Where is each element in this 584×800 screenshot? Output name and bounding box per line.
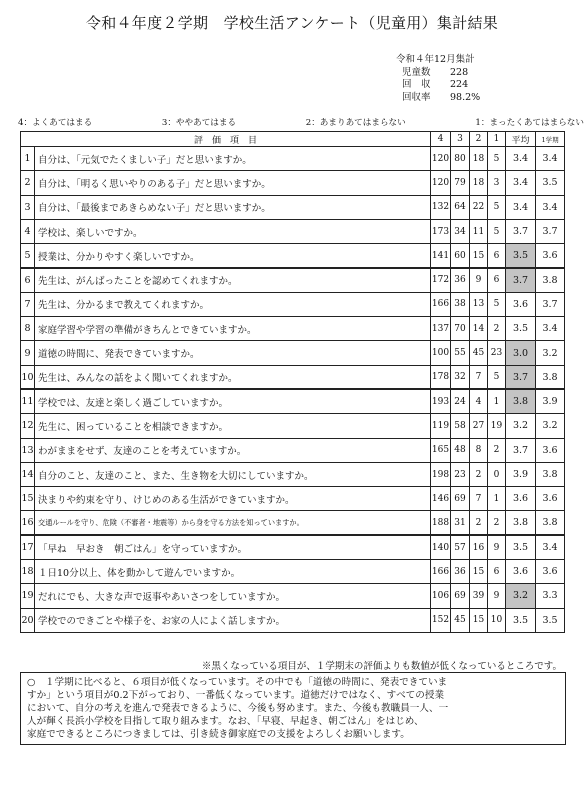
page-title: 令和４年度２学期 学校生活アンケート（児童用）集計結果 bbox=[85, 14, 499, 32]
row-item: 学校では、友達と楽しく過ごしていますか。 bbox=[35, 389, 431, 413]
count-2: 9 bbox=[470, 268, 488, 292]
row-term1: 3.8 bbox=[536, 268, 565, 292]
row-number: 12 bbox=[21, 414, 35, 438]
row-term1: 3.4 bbox=[536, 195, 565, 219]
count-2: 14 bbox=[470, 317, 488, 341]
row-term1: 3.3 bbox=[536, 584, 565, 608]
row-average: 3.6 bbox=[506, 292, 536, 316]
rate-label: 回収率 bbox=[402, 91, 431, 103]
count-3: 55 bbox=[451, 341, 470, 365]
count-2: 27 bbox=[470, 414, 488, 438]
count-1: 5 bbox=[488, 292, 506, 316]
count-2: 22 bbox=[470, 195, 488, 219]
row-item: 自分は、「元気でたくましい子」だと思いますか。 bbox=[35, 147, 431, 171]
row-item: 学校でのできごとや様子を、お家の人によく話しますか。 bbox=[35, 608, 431, 632]
row-item: 先生に、困っていることを相談できますか。 bbox=[35, 414, 431, 438]
count-4: 120 bbox=[431, 171, 451, 195]
row-item: 交通ルールを守り、危険（不審者・地震等）から身を守る方法を知っていますか。 bbox=[35, 511, 431, 535]
row-item: 道徳の時間に、発表できていますか。 bbox=[35, 341, 431, 365]
row-term1: 3.6 bbox=[536, 560, 565, 584]
count-1: 1 bbox=[488, 389, 506, 413]
count-1: 6 bbox=[488, 268, 506, 292]
results-table bbox=[20, 131, 565, 633]
legend-item-1: 1：まったくあてはまらない bbox=[475, 118, 584, 128]
count-1: 23 bbox=[488, 341, 506, 365]
rating-legend bbox=[18, 116, 584, 128]
count-3: 38 bbox=[451, 292, 470, 316]
count-1: 1 bbox=[488, 487, 506, 511]
count-1: 5 bbox=[488, 147, 506, 171]
row-number: 17 bbox=[21, 535, 35, 559]
count-4: 152 bbox=[431, 608, 451, 632]
count-3: 32 bbox=[451, 365, 470, 389]
row-number: 15 bbox=[21, 487, 35, 511]
count-1: 6 bbox=[488, 560, 506, 584]
table-row bbox=[21, 341, 565, 365]
row-number: 11 bbox=[21, 389, 35, 413]
row-average: 3.5 bbox=[506, 244, 536, 268]
row-term1: 3.7 bbox=[536, 292, 565, 316]
shading-note: ※黒くなっている項目が、１学期末の評価よりも数値が低くなっているところです。 bbox=[201, 661, 562, 672]
row-item: 授業は、分かりやすく楽しいですか。 bbox=[35, 244, 431, 268]
row-average: 3.4 bbox=[506, 171, 536, 195]
row-term1: 3.8 bbox=[536, 365, 565, 389]
count-2: 15 bbox=[470, 244, 488, 268]
row-average: 3.5 bbox=[506, 317, 536, 341]
row-item: 家庭学習や学習の準備がきちんとできていますか。 bbox=[35, 317, 431, 341]
count-4: 140 bbox=[431, 535, 451, 559]
table-header-row bbox=[21, 132, 565, 147]
count-2: 11 bbox=[470, 219, 488, 243]
row-term1: 3.4 bbox=[536, 147, 565, 171]
row-item: １日10分以上、体を動かして遊んでいますか。 bbox=[35, 560, 431, 584]
row-term1: 3.9 bbox=[536, 389, 565, 413]
count-3: 80 bbox=[451, 147, 470, 171]
row-term1: 3.7 bbox=[536, 219, 565, 243]
count-4: 100 bbox=[431, 341, 451, 365]
count-2: 2 bbox=[470, 511, 488, 535]
row-term1: 3.6 bbox=[536, 487, 565, 511]
header-item: 評 価 項 目 bbox=[21, 132, 431, 147]
row-number: 20 bbox=[21, 608, 35, 632]
count-2: 18 bbox=[470, 147, 488, 171]
count-2: 39 bbox=[470, 584, 488, 608]
header-4: 4 bbox=[431, 132, 451, 147]
count-2: 15 bbox=[470, 560, 488, 584]
count-1: 2 bbox=[488, 511, 506, 535]
count-4: 120 bbox=[431, 147, 451, 171]
count-2: 45 bbox=[470, 341, 488, 365]
row-number: 4 bbox=[21, 219, 35, 243]
table-row bbox=[21, 365, 565, 389]
table-row bbox=[21, 414, 565, 438]
count-1: 9 bbox=[488, 535, 506, 559]
count-1: 10 bbox=[488, 608, 506, 632]
row-term1: 3.6 bbox=[536, 244, 565, 268]
table-row bbox=[21, 462, 565, 486]
row-item: 「早ね 早おき 朝ごはん」を守っていますか。 bbox=[35, 535, 431, 559]
row-item: 先生は、分かるまで教えてくれますか。 bbox=[35, 292, 431, 316]
count-4: 165 bbox=[431, 438, 451, 462]
row-term1: 3.6 bbox=[536, 438, 565, 462]
table-row bbox=[21, 292, 565, 316]
count-1: 2 bbox=[488, 438, 506, 462]
count-4: 146 bbox=[431, 487, 451, 511]
row-average: 3.5 bbox=[506, 608, 536, 632]
header-1: 1 bbox=[488, 132, 506, 147]
row-item: 自分は、「明るく思いやりのある子」だと思いますか。 bbox=[35, 171, 431, 195]
count-3: 58 bbox=[451, 414, 470, 438]
table-row bbox=[21, 219, 565, 243]
row-average: 3.0 bbox=[506, 341, 536, 365]
count-4: 119 bbox=[431, 414, 451, 438]
row-number: 9 bbox=[21, 341, 35, 365]
table-row bbox=[21, 268, 565, 292]
table-row bbox=[21, 584, 565, 608]
legend-item-2: 2：あまりあてはまらない bbox=[305, 118, 406, 128]
row-term1: 3.4 bbox=[536, 317, 565, 341]
count-1: 9 bbox=[488, 584, 506, 608]
count-2: 7 bbox=[470, 487, 488, 511]
count-4: 137 bbox=[431, 317, 451, 341]
row-average: 3.8 bbox=[506, 511, 536, 535]
count-1: 2 bbox=[488, 317, 506, 341]
row-item: 自分は、「最後まであきらめない子」だと思いますか。 bbox=[35, 195, 431, 219]
row-average: 3.7 bbox=[506, 438, 536, 462]
count-3: 57 bbox=[451, 535, 470, 559]
comment-line: すか」という項目が0.2下がっており、一番低くなっています。道徳だけではなく、すべての授業 bbox=[27, 690, 445, 701]
legend-item-4: 4：よくあてはまる bbox=[18, 118, 93, 128]
row-term1: 3.2 bbox=[536, 414, 565, 438]
header-term1: 1学期 bbox=[536, 132, 565, 147]
header-average: 平均 bbox=[506, 132, 536, 147]
row-number: 14 bbox=[21, 462, 35, 486]
header-3: 3 bbox=[451, 132, 470, 147]
table-row bbox=[21, 438, 565, 462]
count-4: 172 bbox=[431, 268, 451, 292]
row-number: 6 bbox=[21, 268, 35, 292]
row-item: 先生は、がんばったことを認めてくれますか。 bbox=[35, 268, 431, 292]
count-3: 60 bbox=[451, 244, 470, 268]
row-term1: 3.4 bbox=[536, 535, 565, 559]
row-number: 3 bbox=[21, 195, 35, 219]
row-number: 8 bbox=[21, 317, 35, 341]
table-row bbox=[21, 535, 565, 559]
row-average: 3.5 bbox=[506, 535, 536, 559]
count-3: 45 bbox=[451, 608, 470, 632]
count-2: 2 bbox=[470, 462, 488, 486]
table-row bbox=[21, 171, 565, 195]
count-2: 7 bbox=[470, 365, 488, 389]
count-3: 23 bbox=[451, 462, 470, 486]
table-row bbox=[21, 487, 565, 511]
comment-line: 人が輝く長浜小学校を目指して取り組みます。なお、「早寝、早起き、朝ごはん」をはじめ、 bbox=[27, 716, 424, 727]
row-term1: 3.8 bbox=[536, 462, 565, 486]
table-row bbox=[21, 608, 565, 632]
count-2: 18 bbox=[470, 171, 488, 195]
row-average: 3.4 bbox=[506, 195, 536, 219]
count-3: 69 bbox=[451, 487, 470, 511]
count-4: 141 bbox=[431, 244, 451, 268]
count-3: 70 bbox=[451, 317, 470, 341]
header-2: 2 bbox=[470, 132, 488, 147]
row-number: 16 bbox=[21, 511, 35, 535]
count-4: 166 bbox=[431, 292, 451, 316]
row-number: 7 bbox=[21, 292, 35, 316]
children-value: 228 bbox=[450, 66, 469, 78]
row-item: 自分のこと、友達のこと、また、生き物を大切にしていますか。 bbox=[35, 462, 431, 486]
count-4: 173 bbox=[431, 219, 451, 243]
row-item: わがままをせず、友達のことを考えていますか。 bbox=[35, 438, 431, 462]
count-3: 36 bbox=[451, 560, 470, 584]
count-1: 19 bbox=[488, 414, 506, 438]
count-3: 34 bbox=[451, 219, 470, 243]
summary-comment bbox=[20, 672, 566, 745]
collected-value: 224 bbox=[450, 79, 469, 90]
count-4: 166 bbox=[431, 560, 451, 584]
comment-line: ○ １学期に比べると、６項目が低くなっています。その中でも「道徳の時間に、発表できていま bbox=[27, 677, 448, 688]
count-2: 13 bbox=[470, 292, 488, 316]
row-average: 3.6 bbox=[506, 560, 536, 584]
row-number: 5 bbox=[21, 244, 35, 268]
row-average: 3.7 bbox=[506, 219, 536, 243]
row-number: 19 bbox=[21, 584, 35, 608]
row-average: 3.7 bbox=[506, 365, 536, 389]
count-4: 188 bbox=[431, 511, 451, 535]
count-4: 178 bbox=[431, 365, 451, 389]
count-3: 69 bbox=[451, 584, 470, 608]
count-3: 79 bbox=[451, 171, 470, 195]
table-row bbox=[21, 195, 565, 219]
count-3: 24 bbox=[451, 389, 470, 413]
row-item: だれにでも、大きな声で返事やあいさつをしていますか。 bbox=[35, 584, 431, 608]
count-4: 198 bbox=[431, 462, 451, 486]
row-item: 決まりや約束を守り、けじめのある生活ができていますか。 bbox=[35, 487, 431, 511]
row-number: 18 bbox=[21, 560, 35, 584]
count-3: 31 bbox=[451, 511, 470, 535]
table-row bbox=[21, 317, 565, 341]
legend-item-3: 3：ややあてはまる bbox=[161, 118, 237, 128]
row-average: 3.9 bbox=[506, 462, 536, 486]
count-1: 3 bbox=[488, 171, 506, 195]
row-average: 3.2 bbox=[506, 584, 536, 608]
survey-date: 令和４年12月集計 bbox=[396, 54, 475, 65]
count-1: 5 bbox=[488, 195, 506, 219]
row-term1: 3.5 bbox=[536, 171, 565, 195]
row-average: 3.2 bbox=[506, 414, 536, 438]
count-4: 132 bbox=[431, 195, 451, 219]
collected-label: 回 収 bbox=[402, 79, 431, 90]
survey-meta bbox=[396, 54, 480, 104]
count-2: 8 bbox=[470, 438, 488, 462]
row-average: 3.6 bbox=[506, 487, 536, 511]
count-3: 36 bbox=[451, 268, 470, 292]
count-4: 193 bbox=[431, 389, 451, 413]
count-4: 106 bbox=[431, 584, 451, 608]
count-3: 48 bbox=[451, 438, 470, 462]
table-row bbox=[21, 147, 565, 171]
table-row bbox=[21, 560, 565, 584]
row-number: 1 bbox=[21, 147, 35, 171]
table-row bbox=[21, 511, 565, 535]
count-2: 4 bbox=[470, 389, 488, 413]
row-average: 3.4 bbox=[506, 147, 536, 171]
count-1: 0 bbox=[488, 462, 506, 486]
table-row bbox=[21, 244, 565, 268]
row-term1: 3.2 bbox=[536, 341, 565, 365]
count-1: 5 bbox=[488, 365, 506, 389]
row-average: 3.7 bbox=[506, 268, 536, 292]
comment-line: において、自分の考えを進んで発表できるように、今後も努めます。また、今後も教職員一人、一 bbox=[27, 703, 449, 714]
comment-line: 家庭でできるところにつきましては、引き続き御家庭での支援をよろしくお願いします。 bbox=[27, 729, 410, 740]
count-1: 6 bbox=[488, 244, 506, 268]
row-term1: 3.5 bbox=[536, 608, 565, 632]
row-item: 先生は、みんなの話をよく聞いてくれますか。 bbox=[35, 365, 431, 389]
row-item: 学校は、楽しいですか。 bbox=[35, 219, 431, 243]
children-label: 児童数 bbox=[402, 66, 431, 78]
row-average: 3.8 bbox=[506, 389, 536, 413]
rate-value: 98.2% bbox=[450, 91, 481, 103]
row-number: 2 bbox=[21, 171, 35, 195]
count-3: 64 bbox=[451, 195, 470, 219]
row-number: 10 bbox=[21, 365, 35, 389]
table-row bbox=[21, 389, 565, 413]
row-number: 13 bbox=[21, 438, 35, 462]
count-2: 15 bbox=[470, 608, 488, 632]
count-1: 5 bbox=[488, 219, 506, 243]
row-term1: 3.8 bbox=[536, 511, 565, 535]
count-2: 16 bbox=[470, 535, 488, 559]
